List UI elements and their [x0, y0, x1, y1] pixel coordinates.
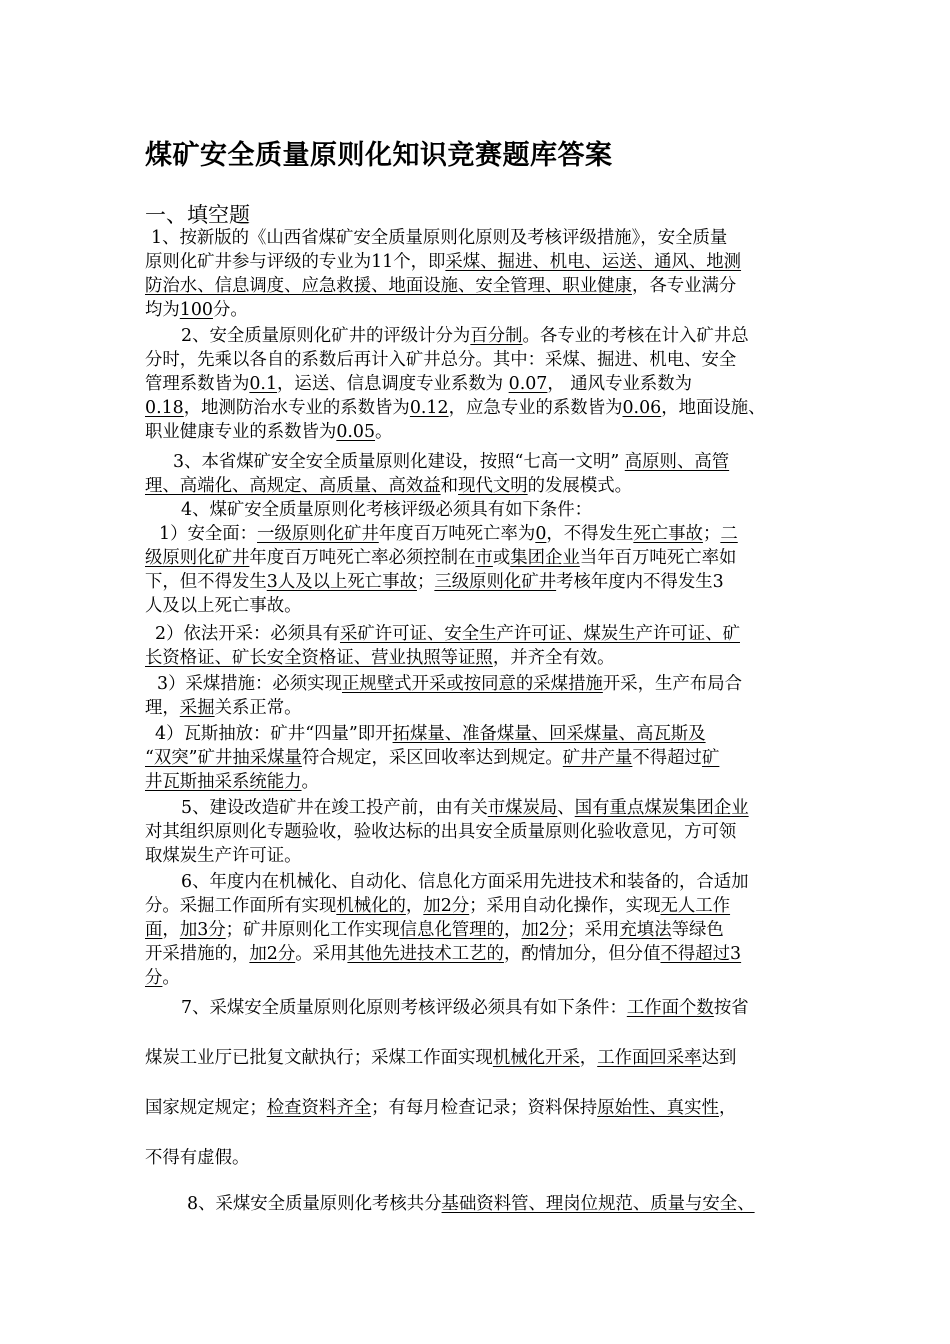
text-segment: 分。采掘工作面所有实现 [145, 896, 337, 916]
text-segment: 年度百万吨死亡率为 [378, 524, 536, 544]
answer-underlined: 信息化管理的 [399, 920, 504, 940]
text-segment: ，不得发生 [546, 524, 634, 544]
text-line [145, 250, 805, 274]
answer-underlined: 理、高端化、高规定、高质量、高效益 [145, 476, 441, 496]
answer-underlined: 一级原则化矿井 [257, 524, 379, 544]
text-segment: 6、年度内在机械化、自动化、信息化方面采用先进技术和装备的，合适加 [181, 872, 749, 892]
text-segment: 分。 [213, 300, 248, 320]
text-segment: ，地测防治水专业的系数皆为 [183, 398, 410, 418]
answer-underlined: 加2分 [249, 944, 296, 964]
answer-underlined: 工作面回采率 [597, 1048, 702, 1068]
text-line [145, 672, 817, 696]
text-segment: 符合规定，采区回收率达到规定。 [301, 748, 563, 768]
text-line [145, 420, 805, 444]
answer-underlined: 加2分 [423, 896, 470, 916]
text-segment: 2）依法开采：必须具有 [155, 624, 340, 644]
text-segment: 考核年度内不得发生3 [556, 572, 724, 592]
text-segment: ；采用自动化操作，实现 [469, 896, 661, 916]
text-segment: 达到 [701, 1048, 737, 1068]
text-line [145, 1096, 805, 1120]
text-segment: 。采用 [295, 944, 348, 964]
answer-underlined: 采矿许可证、安全生产许可证、煤炭生产许可证、矿 [339, 624, 740, 644]
text-segment: 。 [301, 772, 319, 792]
answer-underlined: “双突”矿井抽采煤量 [145, 748, 302, 768]
text-segment: 人及以上死亡事故。 [145, 596, 302, 616]
text-segment: 1）安全面： [159, 524, 258, 544]
text-segment: 3）采煤措施：必须实现 [157, 674, 342, 694]
text-segment: ，各专业满分 [631, 276, 737, 296]
text-segment: ，应急专业的系数皆为 [448, 398, 623, 418]
text-segment: 年度百万吨死亡率必须控制在 [249, 548, 476, 568]
answer-underlined: 无人工作 [660, 896, 731, 916]
text-line [145, 646, 805, 670]
answer-underlined: 不得超过3 [660, 944, 742, 964]
text-segment: ，地面设施、 [661, 398, 766, 418]
text-segment: 开采，生产布局合 [602, 674, 742, 694]
text-line [145, 942, 805, 966]
text-segment: ； [416, 572, 435, 592]
text-line [145, 894, 805, 918]
text-segment: 职业健康专业的系数皆为 [145, 422, 337, 442]
answer-underlined: 0.07 [508, 374, 548, 394]
answer-underlined: 加3分 [179, 920, 226, 940]
text-segment: ，并齐全有效。 [492, 648, 615, 668]
answer-underlined: 充填法 [619, 920, 672, 940]
text-segment: 理， [145, 698, 180, 718]
text-segment: 国家规定规定； [145, 1098, 267, 1118]
answer-underlined: 矿井产量 [562, 748, 633, 768]
answer-underlined: 拓煤量、准备煤量、回采煤量、高瓦斯及 [392, 724, 706, 744]
answer-underlined: 集团企业 [510, 548, 580, 568]
text-segment: 的发展模式。 [527, 476, 632, 496]
text-segment: 8、采煤安全质量原则化考核共分 [187, 1194, 442, 1214]
text-line [145, 274, 805, 298]
text-line [145, 348, 805, 372]
answer-underlined: 死亡事故 [633, 524, 703, 544]
text-line [145, 570, 805, 594]
text-line [145, 796, 841, 820]
text-line [145, 746, 805, 770]
answer-underlined: 防治水、信息调度、应急救援、地面设施、安全管理、职业健康 [145, 276, 632, 296]
text-line [145, 966, 805, 990]
answer-underlined: 正规壁式开采或按同意的采煤措施 [341, 674, 603, 694]
answer-underlined: 0.06 [622, 398, 662, 418]
text-line [145, 226, 811, 250]
answer-underlined: 0.05 [336, 422, 376, 442]
text-segment: 4、煤矿安全质量原则化考核评级必须具有如下条件： [181, 500, 593, 520]
answer-underlined: 100 [179, 300, 213, 320]
text-line [145, 722, 815, 746]
text-line [145, 372, 805, 396]
text-segment: ，酌情加分，但分值 [503, 944, 661, 964]
text-line [145, 1046, 805, 1070]
answer-underlined: 0.18 [145, 398, 184, 418]
answer-underlined: 基础资料管、理岗位规范、质量与安全、 [441, 1194, 755, 1214]
text-segment: 取煤炭生产许可证。 [145, 846, 302, 866]
answer-underlined: 市 [475, 548, 493, 568]
text-line [145, 324, 841, 348]
text-segment: 。各专业的考核在计入矿井总 [522, 326, 749, 346]
text-segment: ， [405, 896, 424, 916]
answer-underlined: 采煤、掘进、机电、运送、通风、地测 [445, 252, 742, 272]
text-segment: ；矿井原则化工作实现 [225, 920, 400, 940]
text-line [145, 298, 805, 322]
text-line [145, 450, 833, 474]
text-line [145, 1146, 805, 1170]
answer-underlined: 二 [720, 524, 738, 544]
text-segment: ， 通风专业系数为 [547, 374, 693, 394]
text-segment: 。 [375, 422, 393, 442]
text-line [145, 546, 805, 570]
text-line [145, 1192, 847, 1216]
answer-underlined: 矿 [701, 748, 720, 768]
text-line [145, 870, 841, 894]
text-segment: ， [718, 1098, 737, 1118]
text-line [145, 594, 805, 618]
text-segment: ，运送、信息调度专业系数为 [277, 374, 509, 394]
text-line [145, 522, 819, 546]
answer-underlined: 0.12 [409, 398, 449, 418]
text-segment: 5、建设改造矿井在竣工投产前，由有关 [181, 798, 488, 818]
text-segment: 1、按新版的《山西省煤矿安全质量原则化原则及考核评级措施》，安全质量 [151, 228, 728, 248]
text-segment: 下，但不得发生 [145, 572, 267, 592]
text-segment: 或 [492, 548, 511, 568]
answer-underlined: 级原则化矿井 [145, 548, 250, 568]
text-segment: 3、本省煤矿安全安全质量原则化建设，按照“七高一文明” [173, 452, 625, 472]
text-segment: 、 [557, 798, 575, 818]
text-line [145, 474, 805, 498]
answer-underlined: 长资格证、矿长安全资格证、营业执照等证照 [145, 648, 493, 668]
text-segment: 按省 [713, 998, 749, 1018]
text-segment: 对其组织原则化专题验收，验收达标的出具安全质量原则化验收意见，方可领 [145, 822, 737, 842]
answer-underlined: 其他先进技术工艺的 [347, 944, 504, 964]
answer-underlined: 原始性、真实性 [597, 1098, 719, 1118]
text-segment: 管理系数皆为 [145, 374, 250, 394]
text-segment: 分时，先乘以各自的系数后再计入矿井总分。其中：采煤、掘进、机电、安全 [145, 350, 737, 370]
text-line [145, 622, 815, 646]
answer-underlined: 机械化开采 [492, 1048, 580, 1068]
text-segment: 。 [162, 968, 180, 988]
answer-underlined: 国有重点煤炭集团企业 [574, 798, 749, 818]
answer-underlined: 分 [145, 968, 163, 988]
section-heading: 一、填空题 [145, 203, 250, 227]
text-segment: 不得有虚假。 [145, 1148, 250, 1168]
answer-underlined: 高原则、高管 [624, 452, 730, 472]
answer-underlined: 三级原则化矿井 [434, 572, 557, 592]
text-segment: 开采措施的， [145, 944, 250, 964]
text-line [145, 996, 841, 1020]
text-line [145, 844, 805, 868]
answer-underlined: 检查资料齐全 [266, 1098, 372, 1118]
text-segment: ； [702, 524, 721, 544]
text-segment: ， [579, 1048, 598, 1068]
answer-underlined: 0.1 [249, 374, 278, 394]
text-line [145, 396, 805, 420]
text-segment: 2、安全质量原则化矿井的评级计分为 [181, 326, 471, 346]
text-segment: ；采用 [567, 920, 620, 940]
answer-underlined: 工作面个数 [626, 998, 714, 1018]
answer-underlined: 百分制 [470, 326, 523, 346]
text-segment: 等绿色 [671, 920, 724, 940]
answer-underlined: 现代文明 [458, 476, 528, 496]
text-segment: 和 [440, 476, 459, 496]
text-segment: 关系正常。 [214, 698, 302, 718]
answer-underlined: 井瓦斯抽采系统能力 [145, 772, 302, 792]
text-line [145, 820, 805, 844]
answer-underlined: 市煤炭局 [487, 798, 558, 818]
text-segment: ；有每月检查记录；资料保持 [371, 1098, 598, 1118]
answer-underlined: 0 [535, 524, 547, 544]
text-segment: 不得超过 [632, 748, 702, 768]
text-segment: 7、采煤安全质量原则化原则考核评级必须具有如下条件： [181, 998, 627, 1018]
text-segment: 当年百万吨死亡率如 [579, 548, 737, 568]
text-line [145, 498, 841, 522]
text-line [145, 770, 805, 794]
text-segment: ， [503, 920, 522, 940]
text-segment: 煤炭工业厅已批复文献执行；采煤工作面实现 [145, 1048, 493, 1068]
text-line [145, 696, 805, 720]
text-segment: 4）瓦斯抽放：矿井“四量”即开 [155, 724, 393, 744]
answer-underlined: 面 [145, 920, 163, 940]
text-line [145, 918, 805, 942]
text-segment: 原则化矿井参与评级的专业为11个，即 [145, 252, 446, 272]
answer-underlined: 加2分 [521, 920, 568, 940]
text-segment: 均为 [145, 300, 180, 320]
text-segment: ， [162, 920, 180, 940]
answer-underlined: 3人及以上死亡事故 [266, 572, 417, 592]
document-title: 煤矿安全质量原则化知识竞赛题库答案 [145, 140, 613, 171]
answer-underlined: 机械化的 [336, 896, 406, 916]
answer-underlined: 采掘 [179, 698, 215, 718]
